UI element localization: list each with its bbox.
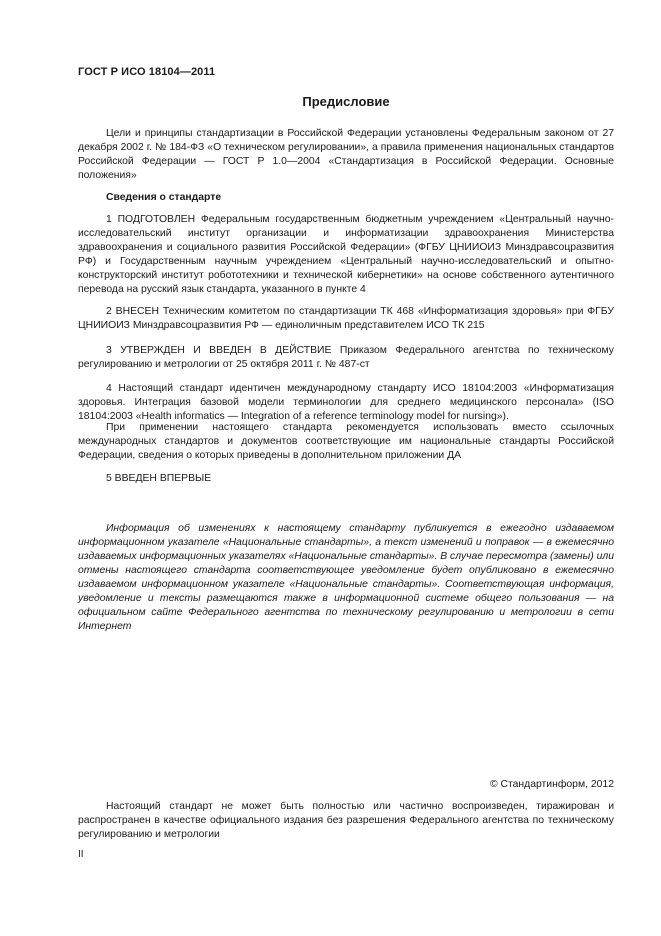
- item-submitted: 2 ВНЕСЕН Техническим комитетом по стандартизации ТК 468 «Информатизация здоровья» при ФГБУ ЦНИИОИЗ Минздравсоцразвития РФ — единоличным представителем ИСО ТК 215: [78, 306, 614, 331]
- intro-paragraph: Цели и принципы стандартизации в Российской Федерации установлены Федеральным законом от 27 декабря 2002 г. № 184-ФЗ «О техническом регулировании», а правила применения национальных стандартов Российской Федерации — ГОСТ Р 1.0—2004 «Стандартизация в Российской Федерации. Основные положения»: [78, 128, 614, 181]
- item-application-note: При применении настоящего стандарта рекомендуется использовать вместо ссылочных международных стандартов и документов соответствующие им национальные стандарты Российской Федерации, сведения о которых приведены в дополнительном приложении ДА: [78, 422, 614, 461]
- changes-notice: Информация об изменениях к настоящему стандарту публикуется в ежегодно издаваемом информационном указателе «Национальные стандарты», а текст изменений и поправок — в ежемесячно издаваемых информационных указателях «Национальные стандарты». В случае пересмотра (замены) или отмены настоящего стандарта соответствующее уведомление будет опубликовано в ежемесячно издаваемом информационном указателе «Национальные стандарты». Соответствующая информация, уведомление и тексты размещаются также в информационной системе общего пользования — на официальном сайте Федерального агентства по техническому регулированию и метрологии в сети Интернет: [78, 523, 614, 632]
- page-title: Предисловие: [302, 94, 390, 109]
- item-approved: 3 УТВЕРЖДЕН И ВВЕДЕН В ДЕЙСТВИЕ Приказом Федерального агентства по техническому регулированию и метрологии от 25 октября 2011 г. № 487-ст: [78, 345, 614, 370]
- standard-code-header: ГОСТ Р ИСО 18104—2011: [78, 66, 216, 78]
- page-number: II: [78, 849, 84, 860]
- section-subheading: Сведения о стандарте: [106, 192, 222, 203]
- item-first-introduced: 5 ВВЕДЕН ВПЕРВЫЕ: [106, 473, 212, 484]
- copyright-line: © Стандартинформ, 2012: [489, 779, 614, 790]
- item-identical: 4 Настоящий стандарт идентичен международному стандарту ИСО 18104:2003 «Информатизация здоровья. Интеграция базовой модели терминологии для среднего медицинского персонала» (ISO 18104:2003 «Health informatics — Integration of a reference terminology model for nursing»).: [78, 383, 614, 422]
- reproduction-notice: Настоящий стандарт не может быть полностью или частично воспроизведен, тиражирован и распространен в качестве официального издания без разрешения Федерального агентства по техническому регулированию и метрологии: [78, 801, 614, 840]
- item-prepared: 1 ПОДГОТОВЛЕН Федеральным государственным бюджетным учреждением «Центральный научно-исследовательский институт организации и информатизации здравоохранения Министерства здравоохранения и социального развития Российской Федерации» (ФГБУ ЦНИИОИЗ Минздравсоцразвития РФ) и Государственным научным учреждением «Центральный научно-исследовательский и опытно-конструкторский институт робототехники и технической кибернетики» на основе собственного аутентичного перевода на русский язык стандарта, указанного в пункте 4: [78, 214, 614, 295]
